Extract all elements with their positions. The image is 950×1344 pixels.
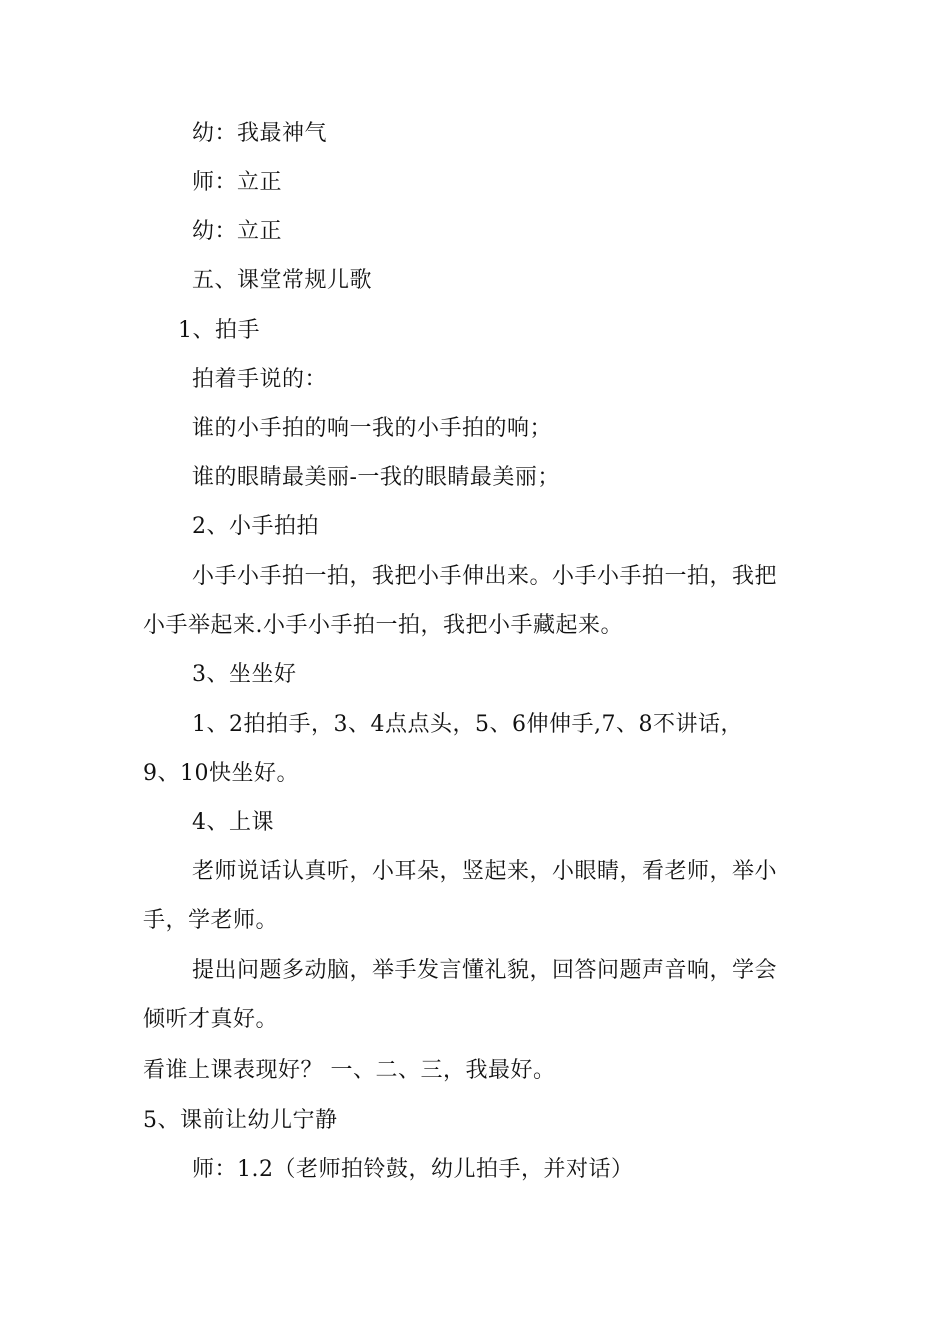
- paragraph-line: 提出问题多动脑，举手发言懂礼貌，回答问题声音响，学会: [192, 958, 778, 983]
- section-heading-5: 五、课堂常规儿歌: [192, 268, 373, 293]
- dialogue-line-child-1: 幼：我最神气: [192, 121, 328, 146]
- paragraph-line: 师：1.2（老师拍铃鼓，幼儿拍手，并对话）: [192, 1157, 634, 1182]
- paragraph-line: 小手举起来.小手小手拍一拍，我把小手藏起来。: [143, 613, 623, 638]
- paragraph-line: 谁的小手拍的响一我的小手拍的响；: [192, 416, 553, 441]
- dialogue-line-teacher-1: 师：立正: [192, 170, 283, 195]
- paragraph-line: 1、2拍拍手，3、4点点头，5、6伸伸手,7、8不讲话，: [192, 712, 743, 737]
- paragraph-line: 手，学老师。: [143, 908, 279, 933]
- paragraph-line: 老师说话认真听，小耳朵，竖起来，小眼睛，看老师，举小: [192, 859, 778, 884]
- paragraph-line: 看谁上课表现好？ 一、二、三，我最好。: [143, 1058, 556, 1083]
- paragraph-line: 小手小手拍一拍，我把小手伸出来。小手小手拍一拍，我把: [192, 564, 778, 589]
- paragraph-line: 倾听才真好。: [143, 1007, 279, 1032]
- subsection-heading-3: 3、坐坐好: [192, 662, 297, 687]
- subsection-heading-1: 1、拍手: [178, 318, 260, 343]
- paragraph-line: 谁的眼睛最美丽-一我的眼睛最美丽；: [192, 465, 560, 490]
- dialogue-line-child-2: 幼：立正: [192, 219, 283, 244]
- paragraph-line: 拍着手说的：: [192, 367, 328, 392]
- subsection-heading-4: 4、上课: [192, 810, 274, 835]
- subsection-heading-5: 5、课前让幼儿宁静: [143, 1108, 338, 1133]
- subsection-heading-2: 2、小手拍拍: [192, 514, 319, 539]
- paragraph-line: 9、10快坐好。: [143, 761, 299, 786]
